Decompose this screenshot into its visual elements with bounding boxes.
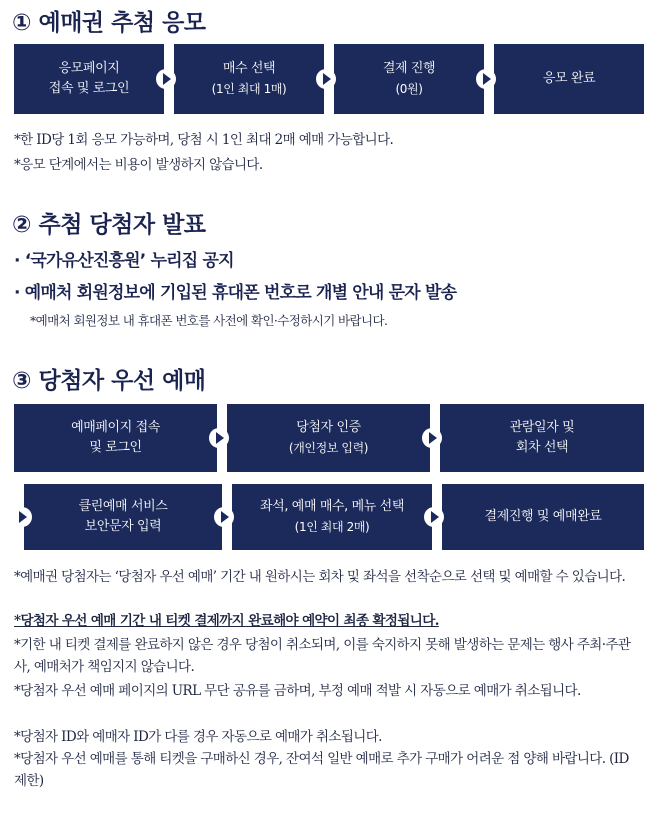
section3-note-2: *당첨자 우선 예매 기간 내 티켓 결제까지 완료해야 예약이 최종 확정됩니다. <box>14 613 439 629</box>
chevron-right-icon <box>209 428 229 448</box>
section2-title: ② 추첨 당첨자 발표 <box>12 212 206 238</box>
chevron-right-icon <box>156 69 176 89</box>
step-label: 예매페이지 접속 <box>71 420 160 435</box>
step-payment <box>334 44 484 114</box>
chevron-right-icon <box>316 69 336 89</box>
step-sublabel: 회차 선택 <box>515 440 569 455</box>
chevron-right-icon <box>476 69 496 89</box>
step-label: 매수 선택 <box>222 61 276 76</box>
step-label: 당첨자 인증 <box>296 420 361 435</box>
step-winner-verify <box>227 404 430 472</box>
section2-bullet-1: · ‘국가유산진흥원’ 누리집 공지 <box>14 251 234 271</box>
step-pay-complete <box>442 484 644 550</box>
section3-title: ③ 당첨자 우선 예매 <box>12 368 206 394</box>
section3-note-5: *당첨자 ID와 예매자 ID가 다를 경우 자동으로 예매가 취소됩니다. <box>14 729 382 745</box>
step-apply-login <box>14 44 164 114</box>
step-sublabel: 접속 및 로그인 <box>48 81 130 96</box>
step-label: 클린예매 서비스 <box>78 499 168 514</box>
section3-flow-row2 <box>14 484 644 550</box>
section2-bullet-2: · 예매처 회원정보에 기입된 휴대폰 번호로 개별 안내 문자 발송 <box>14 283 457 303</box>
section1-note-2: *응모 단계에서는 비용이 발생하지 않습니다. <box>14 157 263 173</box>
section1-title: ① 예매권 추첨 응모 <box>12 10 206 36</box>
step-label: 응모 완료 <box>542 71 596 86</box>
step-sublabel: (0원) <box>395 82 423 96</box>
section3-note-3: *기한 내 티켓 결제를 완료하지 않은 경우 당첨이 취소되며, 이를 숙지하지 못해 발생하는 문제는 행사 주최·주관사, 예매처가 책임지지 않습니다. <box>14 637 631 675</box>
step-sublabel: (1인 최대 1매) <box>211 82 287 96</box>
chevron-right-icon <box>424 507 444 527</box>
step-date-session <box>440 404 644 472</box>
chevron-right-icon <box>214 507 234 527</box>
step-label: 좌석, 예매 매수, 메뉴 선택 <box>260 499 404 514</box>
step-label: 관람일자 및 <box>509 420 575 435</box>
section1-flow <box>14 44 644 114</box>
section3-note-4: *당첨자 우선 예매 페이지의 URL 무단 공유를 금하며, 부정 예매 적발 시 자동으로 예매가 취소됩니다. <box>14 683 581 699</box>
step-clean-booking <box>24 484 222 550</box>
section3-note-6: *당첨자 우선 예매를 통해 티켓을 구매하신 경우, 잔여석 일반 예매로 추가 구매가 어려운 점 양해 바랍니다. (ID 제한) <box>14 751 629 789</box>
step-label: 결제 진행 <box>382 61 436 76</box>
step-sublabel: 보안문자 입력 <box>84 519 162 534</box>
section3-flow-row1 <box>14 404 644 472</box>
step-quantity <box>174 44 324 114</box>
step-booking-login <box>14 404 217 472</box>
step-sublabel: (개인정보 입력) <box>288 441 369 455</box>
step-label: 응모페이지 <box>58 61 120 76</box>
chevron-right-icon <box>422 428 442 448</box>
step-sublabel: (1인 최대 2매) <box>294 520 370 534</box>
step-sublabel: 및 로그인 <box>89 440 142 455</box>
step-label: 결제진행 및 예매완료 <box>484 509 602 524</box>
step-complete <box>494 44 644 114</box>
section2-note: *예매처 회원정보 내 휴대폰 번호를 사전에 확인·수정하시기 바랍니다. <box>30 313 388 328</box>
step-seat-select <box>232 484 432 550</box>
section1-note-1: *한 ID당 1회 응모 가능하며, 당첨 시 1인 최대 2매 예매 가능합니다. <box>14 132 394 148</box>
chevron-right-icon <box>12 507 32 527</box>
section3-note-1: *예매권 당첨자는 ‘당첨자 우선 예매’ 기간 내 원하시는 회차 및 좌석을 선착순으로 선택 및 예매할 수 있습니다. <box>14 569 626 585</box>
